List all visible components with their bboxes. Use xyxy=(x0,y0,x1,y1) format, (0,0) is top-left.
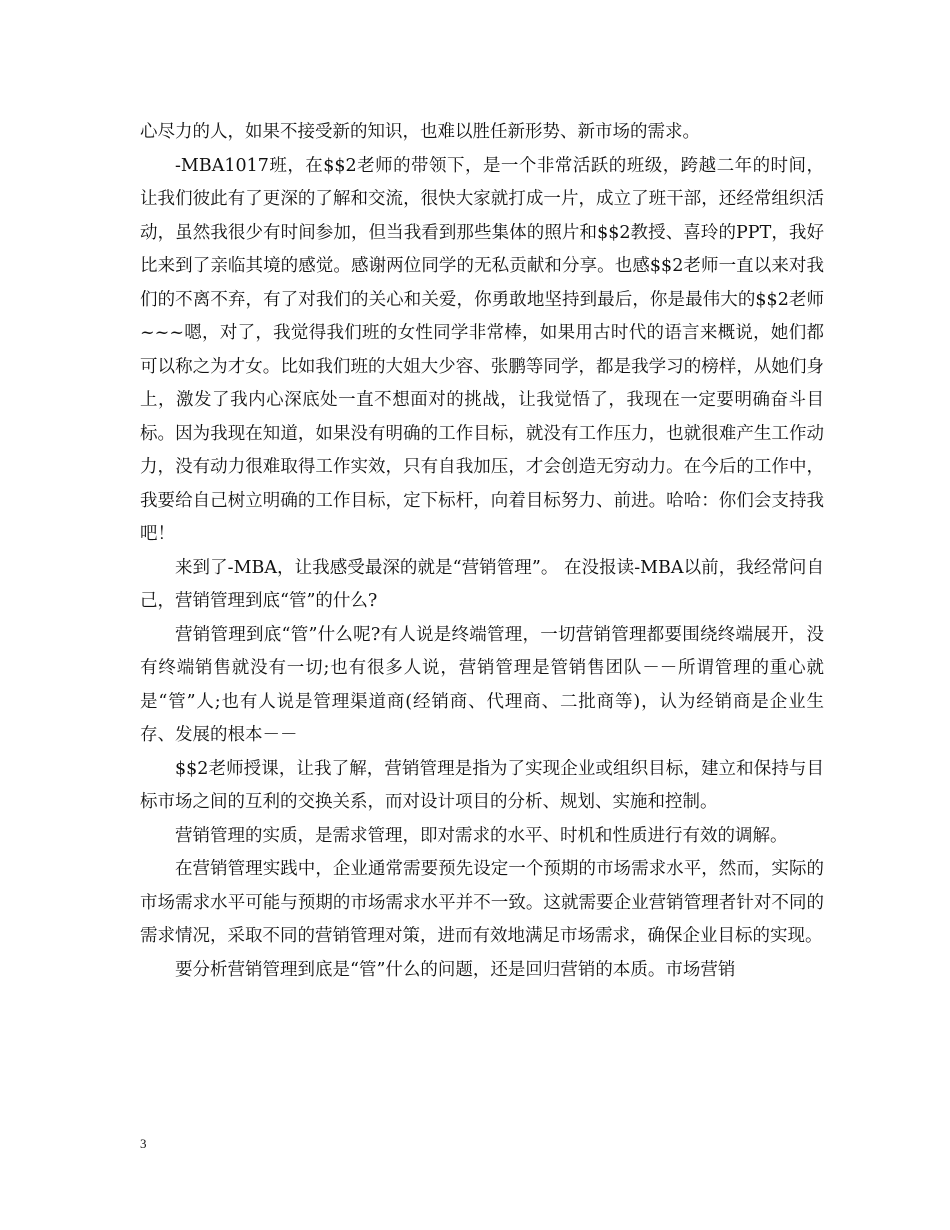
paragraph-demand-management: 营销管理的实质，是需求管理，即对需求的水平、时机和性质进行有效的调解。 xyxy=(175,825,788,846)
body-text xyxy=(140,116,824,987)
paragraph-marketing-essence: 要分析营销管理到底是“管”什么的问题，还是回归营销的本质。市场营销 xyxy=(175,959,736,980)
paragraph-mba-class: -MBA1017班，在$$2老师的带领下，是一个非常活跃的班级，跨越二年的时间，让我们彼此有了更深的了解和交流，很快大家就打成一片，成立了班干部，还经常组织活动，虽然我很少有时间参加，但当我看到那些集体的照片和$$2教授、喜玲的PPT，我好比来到了亲临其境的感觉。感谢两位同学的无私贡献和分享。也感$$2老师一直以来对我们的不离不弃，有了对我们的关心和关爱，你勇敢地坚持到最后，你是最伟大的$$2老师~~~嗯，对了，我觉得我们班的女性同学非常棒，如果用古时代的语言来概说，她们都可以称之为才女。比如我们班的大姐大少容、张鹏等同学，都是我学习的榜样，从她们身上，激发了我内心深底处一直不想面对的挑战，让我觉悟了，我现在一定要明确奋斗目标。因为我现在知道，如果没有明确的工作目标，就没有工作压力，也就很难产生工作动力，没有动力很难取得工作实效，只有自我加压，才会创造无穷动力。在今后的工作中，我要给自己树立明确的工作目标，定下标杆，向着目标努力、前进。哈哈：你们会支持我吧！ xyxy=(140,155,824,544)
paragraph-continuation: 心尽力的人，如果不接受新的知识，也难以胜任新形势、新市场的需求。 xyxy=(140,122,700,142)
page-number: 3 xyxy=(140,1136,147,1151)
paragraph-marketing-definition: $$2老师授课，让我了解，营销管理是指为了实现企业或组织目标，建立和保持与目标市场之间的互利的交换关系，而对设计项目的分析、规划、实施和控制。 xyxy=(140,758,824,812)
paragraph-marketing-question: 营销管理到底“管”什么呢?有人说是终端管理，一切营销管理都要围绕终端展开，没有终端销售就没有一切;也有很多人说，营销管理是管销售团队－－所谓管理的重心就是“管”人;也有人说是管理渠道商(经销商、代理商、二批商等)，认为经销商是企业生存、发展的根本－－ xyxy=(140,624,824,745)
paragraph-marketing-practice: 在营销管理实践中，企业通常需要预先设定一个预期的市场需求水平，然而，实际的市场需求水平可能与预期的市场需求水平并不一致。这就需要企业营销管理者针对不同的需求情况，采取不同的营销管理对策，进而有效地满足市场需求，确保企业目标的实现。 xyxy=(140,859,824,946)
paragraph-marketing-intro: 来到了-MBA，让我感受最深的就是“营销管理”。 在没报读-MBA以前，我经常问自己，营销管理到底“管”的什么? xyxy=(140,557,824,611)
